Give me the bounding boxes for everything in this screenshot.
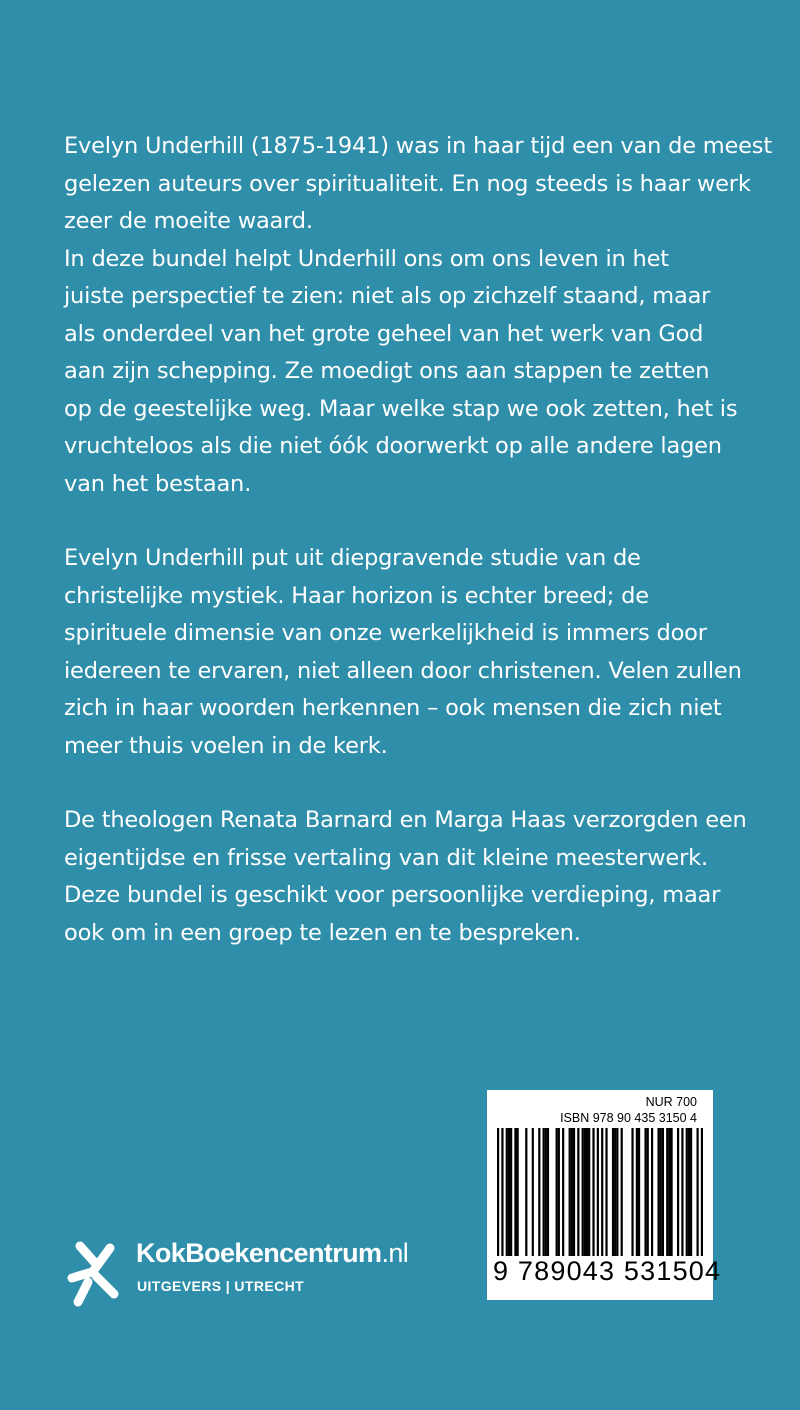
blurb-line: gelezen auteurs over spiritualiteit. En nog steeds is haar werk — [64, 170, 751, 197]
nur-code: NUR 700 — [645, 1095, 697, 1109]
blurb-line: als onderdeel van het grote geheel van het werk van God — [64, 320, 704, 347]
publisher-logo-icon — [64, 1232, 124, 1312]
back-cover-blurb — [64, 128, 772, 989]
blurb-line: zich in haar woorden herkennen – ook mensen die zich niet — [64, 695, 722, 721]
blurb-line: Evelyn Underhill (1875-1941) was in haar tijd een van de meest — [64, 133, 772, 159]
blurb-line: In deze bundel helpt Underhill ons om ons leven in het — [64, 245, 669, 272]
blurb-paragraph-3 — [64, 802, 754, 952]
barcode-bar — [532, 1128, 534, 1256]
barcode-label — [487, 1090, 722, 1300]
blurb-line: meer thuis voelen in de kerk. — [64, 732, 388, 759]
barcode-bar — [584, 1128, 586, 1256]
blurb-line: van het bestaan. — [64, 470, 252, 497]
barcode-bar — [569, 1128, 571, 1256]
barcode-bar — [514, 1128, 516, 1256]
barcode-bar — [573, 1128, 575, 1256]
publisher-logo — [64, 1232, 464, 1312]
barcode-bar — [547, 1128, 549, 1256]
barcode-bar — [670, 1128, 672, 1256]
blurb-line: eigentijdse en frisse vertaling van dit kleine meesterwerk. — [64, 844, 708, 871]
barcode-bar — [597, 1128, 599, 1256]
blurb-line: spirituele dimensie van onze werkelijkheid is immers door — [64, 620, 707, 646]
barcode-bar — [636, 1128, 638, 1256]
blurb-line: Deze bundel is geschikt voor persoonlijke verdieping, maar — [64, 882, 721, 908]
barcode-bar — [701, 1128, 703, 1256]
barcode-bar — [662, 1128, 664, 1256]
barcode-bar — [571, 1128, 573, 1256]
barcode-bar — [525, 1128, 527, 1256]
barcode-bar — [668, 1128, 670, 1256]
barcode-bar — [657, 1128, 659, 1256]
blurb-paragraph-2 — [64, 540, 754, 765]
blurb-line: vruchteloos als die niet óók doorwerkt op alle andere lagen — [64, 433, 722, 459]
barcode-bar — [545, 1128, 547, 1256]
barcode-bar — [677, 1128, 679, 1256]
barcode-bar — [562, 1128, 564, 1256]
blurb-line: christelijke mystiek. Haar horizon is echter breed; de — [64, 582, 649, 609]
barcode-bar — [696, 1128, 698, 1256]
barcode-bar — [612, 1128, 614, 1256]
barcode-bar — [506, 1128, 508, 1256]
barcode-bar — [601, 1128, 603, 1256]
publisher-name: KokBoekencentrum.nl — [136, 1238, 409, 1268]
barcode-bar — [538, 1128, 540, 1256]
barcode-bar — [592, 1128, 594, 1256]
blurb-line: aan zijn schepping. Ze moedigt ons aan stappen te zetten — [64, 358, 710, 384]
barcode-digits: 9 789043 531504 — [493, 1256, 722, 1286]
barcode-bar — [556, 1128, 558, 1256]
blurb-line: juiste perspectief te zien: niet als op zichzelf staand, maar — [64, 283, 711, 309]
barcode-bar — [631, 1128, 633, 1256]
barcode-bar — [647, 1128, 649, 1256]
barcode-bar — [517, 1128, 519, 1256]
barcode-bar — [690, 1128, 692, 1256]
barcode-bar — [577, 1128, 579, 1256]
barcode-bar — [666, 1128, 668, 1256]
barcode-bar — [582, 1128, 584, 1256]
isbn-number: ISBN 978 90 435 3150 4 — [560, 1111, 697, 1125]
blurb-line: ook om in een groep te lezen en te bespreken. — [64, 919, 581, 946]
barcode-bar — [588, 1128, 590, 1256]
barcode-bar — [508, 1128, 510, 1256]
barcode-bar — [681, 1128, 683, 1256]
barcode-bar — [688, 1128, 690, 1256]
barcode-bar — [651, 1128, 653, 1256]
barcode-bars — [497, 1128, 703, 1256]
barcode-bar — [586, 1128, 588, 1256]
blurb-line: op de geestelijke weg. Maar welke stap we ook zetten, het is — [64, 395, 738, 422]
barcode-bar — [616, 1128, 618, 1256]
blurb-line: zeer de moeite waard. — [64, 208, 313, 234]
barcode-bar — [543, 1128, 545, 1256]
blurb-line: iedereen te ervaren, niet alleen door christenen. Velen zullen — [64, 657, 742, 684]
blurb-paragraph-1 — [64, 128, 772, 503]
barcode-bar — [660, 1128, 662, 1256]
barcode-bar — [621, 1128, 623, 1256]
barcode-bar — [614, 1128, 616, 1256]
barcode-bar — [501, 1128, 503, 1256]
barcode-bar — [644, 1128, 646, 1256]
barcode-bar — [510, 1128, 512, 1256]
barcode-bar — [686, 1128, 688, 1256]
barcode-bar — [558, 1128, 560, 1256]
barcode-bar — [638, 1128, 640, 1256]
blurb-line: Evelyn Underhill put uit diepgravende studie van de — [64, 545, 641, 571]
publisher-subtitle: UITGEVERS | UTRECHT — [137, 1278, 305, 1294]
blurb-line: De theologen Renata Barnard en Marga Haas verzorgden een — [64, 807, 747, 833]
barcode-bar — [605, 1128, 607, 1256]
barcode-bar — [497, 1128, 499, 1256]
